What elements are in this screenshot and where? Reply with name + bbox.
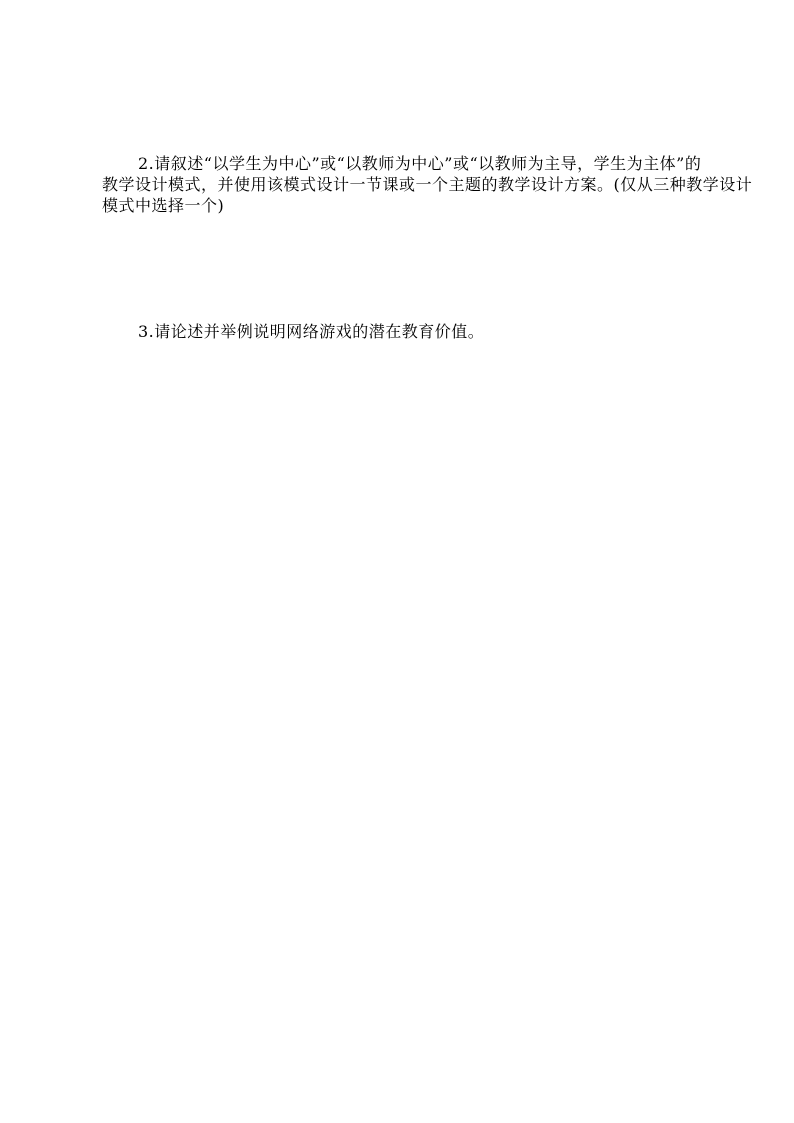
question-2-line-2: 教学设计模式，并使用该模式设计一节课或一个主题的教学设计方案。(仅从三种教学设计 xyxy=(102,175,753,194)
question-2-line-3: 模式中选择一个) xyxy=(102,196,225,215)
question-2-paragraph xyxy=(102,153,753,216)
question-3-line-1: 3.请论述并举例说明网络游戏的潜在教育价值。 xyxy=(138,322,485,341)
question-2-line-1: 2.请叙述“以学生为中心”或“以教师为中心”或“以教师为主导，学生为主体”的 xyxy=(138,154,702,173)
question-3-paragraph xyxy=(102,321,687,342)
